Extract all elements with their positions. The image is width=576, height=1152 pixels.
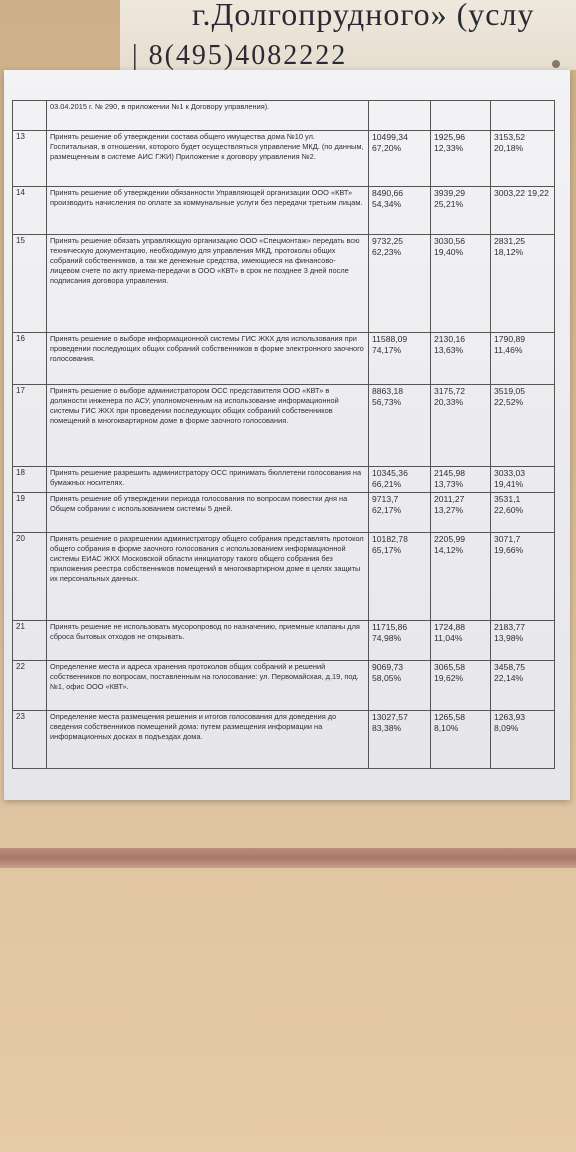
votes-against: 1925,96 12,33% [431, 131, 491, 187]
table-row [13, 621, 555, 661]
votes-abstain: 3071,7 19,66% [491, 533, 555, 621]
votes-against: 3175,72 20,33% [431, 385, 491, 467]
votes-against: 1265,58 8,10% [431, 711, 491, 769]
votes-for: 9732,25 62,23% [369, 235, 431, 333]
votes-abstain: 2831,25 18,12% [491, 235, 555, 333]
votes-abstain: 3153,52 20,18% [491, 131, 555, 187]
votes-for: 8863,18 56,73% [369, 385, 431, 467]
votes-for: 11588,09 74,17% [369, 333, 431, 385]
votes-abstain: 1790,89 11,46% [491, 333, 555, 385]
question-text: Принять решение не использовать мусоропровод по назначению, приемные клапаны для сброса бытовых отходов не открывать. [47, 621, 369, 661]
row-number: 21 [13, 621, 47, 661]
votes-for: 9069,73 58,05% [369, 661, 431, 711]
votes-for: 10345,36 66,21% [369, 467, 431, 493]
table-row [13, 385, 555, 467]
votes-against: 2011,27 13,27% [431, 493, 491, 533]
votes-abstain: 3531,1 22,60% [491, 493, 555, 533]
votes-against: 2145,98 13,73% [431, 467, 491, 493]
votes-against [431, 101, 491, 131]
row-number: 13 [13, 131, 47, 187]
votes-abstain: 3519,05 22,52% [491, 385, 555, 467]
votes-for [369, 101, 431, 131]
votes-for: 8490,66 54,34% [369, 187, 431, 235]
question-text: 03.04.2015 г. № 290, в приложении №1 к Договору управления). [47, 101, 369, 131]
top-notice-poster [120, 0, 576, 70]
votes-abstain: 2183,77 13,98% [491, 621, 555, 661]
votes-against: 3030,56 19,40% [431, 235, 491, 333]
votes-against: 1724,88 11,04% [431, 621, 491, 661]
question-text: Принять решение об утверждении состава общего имущества дома №10 ул. Госпитальная, в отношении, которого будет осуществляться управление МКД. (по данным, размещенным в системе АИС ГЖИ) Приложение к договору управления №2. [47, 131, 369, 187]
question-text: Принять решение разрешить администратору ОСС принимать бюллетени голосования на бумажных носителях. [47, 467, 369, 493]
votes-abstain: 3003,22 19,22 [491, 187, 555, 235]
table-row [13, 467, 555, 493]
top-notice-line-2: | 8(495)4082222 [132, 40, 348, 70]
question-text: Принять решение об утверждении обязанности Управляющей организации ООО «КВТ» производить начисления по оплате за коммунальные услуги без передачи третьим лицам. [47, 187, 369, 235]
row-number: 22 [13, 661, 47, 711]
table-row [13, 101, 555, 131]
votes-for: 9713,7 62,17% [369, 493, 431, 533]
votes-abstain [491, 101, 555, 131]
row-number [13, 101, 47, 131]
votes-for: 10499,34 67,20% [369, 131, 431, 187]
voting-results-table [12, 100, 555, 769]
row-number: 20 [13, 533, 47, 621]
wall-trim-strip [0, 848, 576, 868]
question-text: Принять решение об утверждении периода голосования по вопросам повестки дня на Общем собрании с использованием системы 5 дней. [47, 493, 369, 533]
votes-for: 11715,86 74,98% [369, 621, 431, 661]
row-number: 15 [13, 235, 47, 333]
votes-for: 10182,78 65,17% [369, 533, 431, 621]
table-row [13, 131, 555, 187]
voting-results-sheet [4, 70, 570, 800]
votes-against: 3065,58 19,62% [431, 661, 491, 711]
question-text: Принять решение о разрешении администратору общего собрания представлять протокол общего собрания в форме заочного голосования с использованием информационной системы ЕИАС ЖКХ Московской области инициатору такого общего собрания без приложения реестра собственников помещений в многоквартирном доме в целях защиты их персональных данных. [47, 533, 369, 621]
table-row [13, 235, 555, 333]
votes-against: 2130,16 13,63% [431, 333, 491, 385]
votes-abstain: 1263,93 8,09% [491, 711, 555, 769]
voting-results-table-wrap [12, 100, 554, 769]
table-row [13, 711, 555, 769]
row-number: 16 [13, 333, 47, 385]
question-text: Принять решение о выборе информационной системы ГИС ЖКХ для использования при проведении последующих общих собраний собственников в форме электронного заочного голосования. [47, 333, 369, 385]
question-text: Принять решение о выборе администратором ОСС представителя ООО «КВТ» в должности инженера по АСУ, уполномоченным на использование информационной системы ГИС ЖКХ при проведении последующих общих собраний собственников помещений в многоквартирном доме в форме заочного голосования. [47, 385, 369, 467]
row-number: 17 [13, 385, 47, 467]
table-row [13, 333, 555, 385]
pin-icon [552, 60, 560, 68]
row-number: 23 [13, 711, 47, 769]
table-row [13, 661, 555, 711]
row-number: 14 [13, 187, 47, 235]
question-text: Принять решение обязать управляющую организацию ООО «Спецмонтаж» передать всю техническую документацию, необходимую для управления МКД, протоколы общих собраний собственников, а так же денежные средства, имеющиеся на финансово-лицевом счете по акту приема-передачи в ООО «КВТ» в срок не позднее 3 дней после подписания договора управления. [47, 235, 369, 333]
votes-abstain: 3033,03 19,41% [491, 467, 555, 493]
row-number: 18 [13, 467, 47, 493]
votes-against: 3939,29 25,21% [431, 187, 491, 235]
question-text: Определение места размещения решения и итогов голосования для доведения до сведения собственников помещений дома: путем размещения информации на информационных досках в подъездах дома. [47, 711, 369, 769]
table-row [13, 493, 555, 533]
question-text: Определение места и адреса хранения протоколов общих собраний и решений собственников по вопросам, поставленным на голосование: ул. Первомайская, д.19, под. №1, офис ООО «КВТ». [47, 661, 369, 711]
votes-abstain: 3458,75 22,14% [491, 661, 555, 711]
table-row [13, 533, 555, 621]
table-row [13, 187, 555, 235]
votes-for: 13027,57 83,38% [369, 711, 431, 769]
votes-against: 2205,99 14,12% [431, 533, 491, 621]
top-notice-line-1: г.Долгопрудного» (услу [192, 0, 535, 32]
row-number: 19 [13, 493, 47, 533]
